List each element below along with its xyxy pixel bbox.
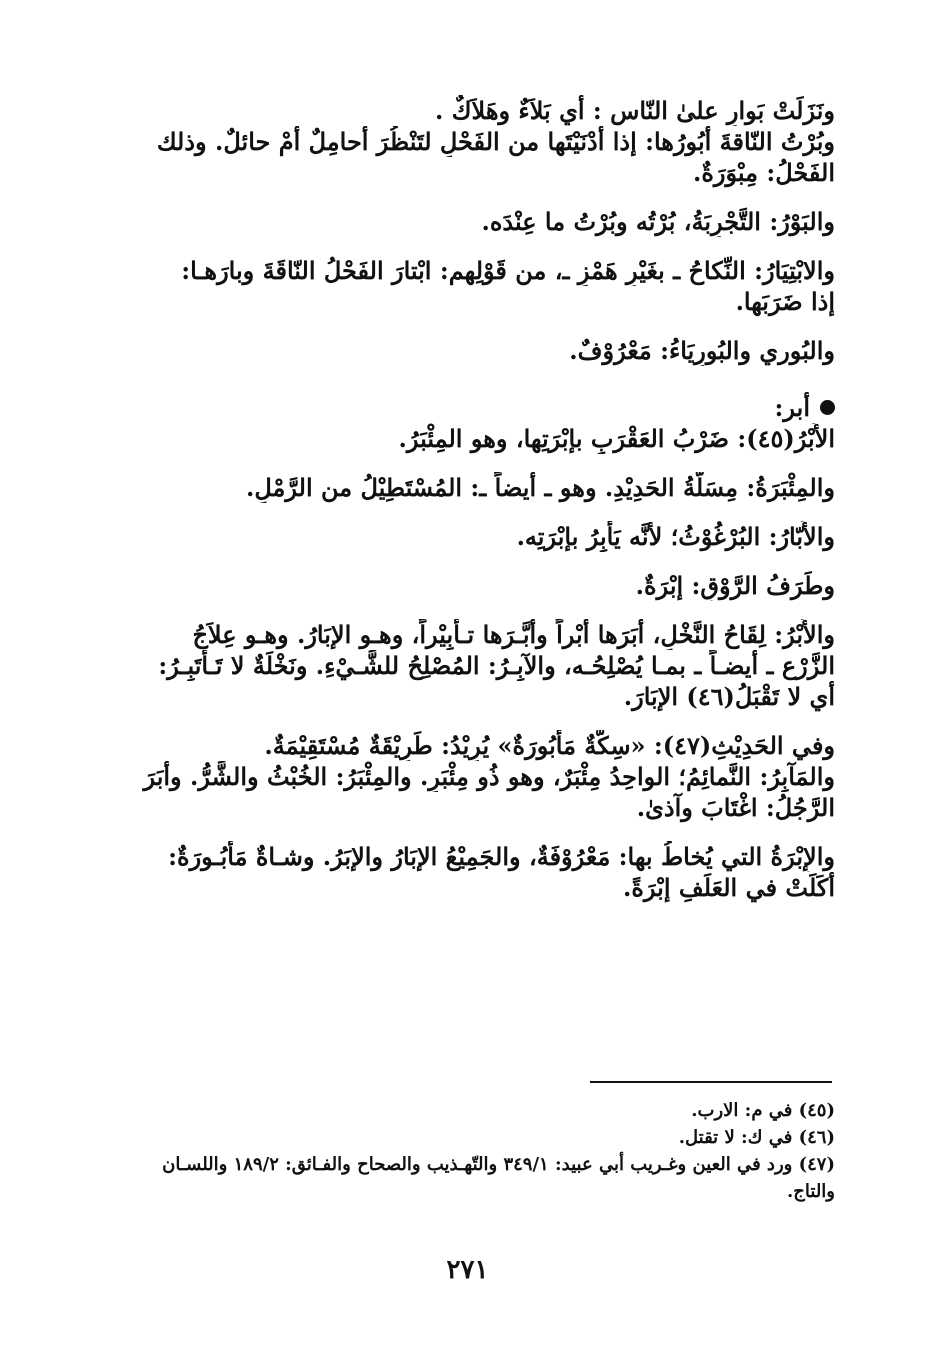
- text-line: والمِئْبَرَةُ: مِسَلَّةُ الحَدِيْدِ. وهو ـ أيضاً ـ: المُسْتَطِيْلُ من الرَّمْلِ.: [246, 473, 835, 502]
- text-line: ونَزَلَتْ بَوارِ علىٰ النّاسِ : أي بَلاَءٌ وهَلاَكٌ .: [435, 96, 835, 125]
- text-line: أكَلَتْ في العَلَفِ إبْرَةً.: [622, 873, 835, 902]
- text-line: والأَبْرُ: لِقَاحُ النَّخْلِ، أَبَرَها أبْراً وأَبَّـرَها تـأْبِيْراً، وهـو الإبَارُ. وهـو عِلاَجُ: [192, 620, 835, 649]
- text-line: الفَحْلُ: مِبْوَرَةٌ.: [692, 158, 835, 187]
- heading-label: أبر:: [774, 393, 810, 422]
- section-heading: [105, 392, 835, 423]
- text-line: الرَّجُلُ: اغْتَابَ وآذىٰ.: [636, 793, 835, 822]
- text-line: الأَبْرُ(٤٥): ضَرْبُ العَقْرَبِ بإبْرَتِها، وهو المِئْبَرُ.: [398, 424, 835, 453]
- text-line: والابْتِيَارُ: النِّكاحُ ـ بغَيْرِ هَمْزٍ ـ، من قَوْلِهم: ابْتارَ الفَحْلُ النّاقَةَ وبارَهـا:: [181, 256, 835, 285]
- main-text: [105, 95, 835, 903]
- page-number: ٢٧١: [446, 1255, 489, 1285]
- footnotes: [105, 1097, 835, 1205]
- footnote-continuation: والتاج.: [787, 1181, 835, 1202]
- text-line: وفي الحَدِيْثِ(٤٧): «سِكَّةٌ مَأْبُورَةٌ» يُرِيْدُ: طَرِيْقَةٌ مُسْتَقِيْمَةٌ.: [264, 731, 835, 760]
- text-line: والإِبْرَةُ التي يُخاطُ بها: مَعْرُوْفَةٌ، والجَمِيْعُ الإبَارُ والإبَرُ. وشـاةٌ مَأْبُـورَةٌ:: [168, 842, 835, 871]
- footnote-separator: [590, 1081, 832, 1083]
- text-line: والأَبّارُ: البُرْغُوْثُ؛ لأنَّه يَأْبِرُ بإبْرَتِه.: [516, 522, 835, 551]
- text-line: وطَرَفُ الرَّوْقِ: إبْرَةٌ.: [635, 571, 835, 600]
- text-line: والبُوري والبُورِيَاءُ: مَعْرُوْفٌ.: [569, 336, 835, 365]
- footnote: (٤٧) ورد في العين وغـريب أبي عبيد: ٣٤٩/١ والتّهـذيب والصحاح والفـائق: ١٨٩/٢ واللسـان: [162, 1154, 835, 1175]
- text-line: أي لا تَقْبَلُ(٤٦) الإبَارَ.: [623, 682, 835, 711]
- footnote: (٤٦) في ك: لا تقتل.: [678, 1127, 835, 1148]
- text-line: والبَوْرُ: التَّجْرِبَةُ، بُرْتُه وبُرْتُ ما عِنْدَه.: [481, 207, 835, 236]
- text-line: وبُرْتُ النّاقةَ أَبُورُها: إذا أَدْنَيْتَها من الفَحْلِ لتَنْظُرَ أحامِلٌ أمْ حائلٌ. وذلك: [156, 127, 835, 156]
- text-line: إذا ضَرَبَها.: [735, 287, 835, 316]
- text-line: الزَّرْعِ ـ أيضـاً ـ بمـا يُصْلِحُـه، والآبِـرُ: المُصْلِحُ للشَّـيْءِ. ونَخْلَةٌ لا تَـأْتَبِـرُ:: [158, 651, 835, 680]
- footnote: (٤٥) في م: الارب.: [691, 1100, 835, 1121]
- bullet-icon: [820, 400, 835, 415]
- text-line: والمَآبِرُ: النَّمائِمُ؛ الواحِدُ مِئْبَرٌ، وهو ذُو مِئْبَرٍ. والمِئْبَرُ: الخُبْثُ والشَّرُّ. وأَبَرَ: [143, 762, 835, 791]
